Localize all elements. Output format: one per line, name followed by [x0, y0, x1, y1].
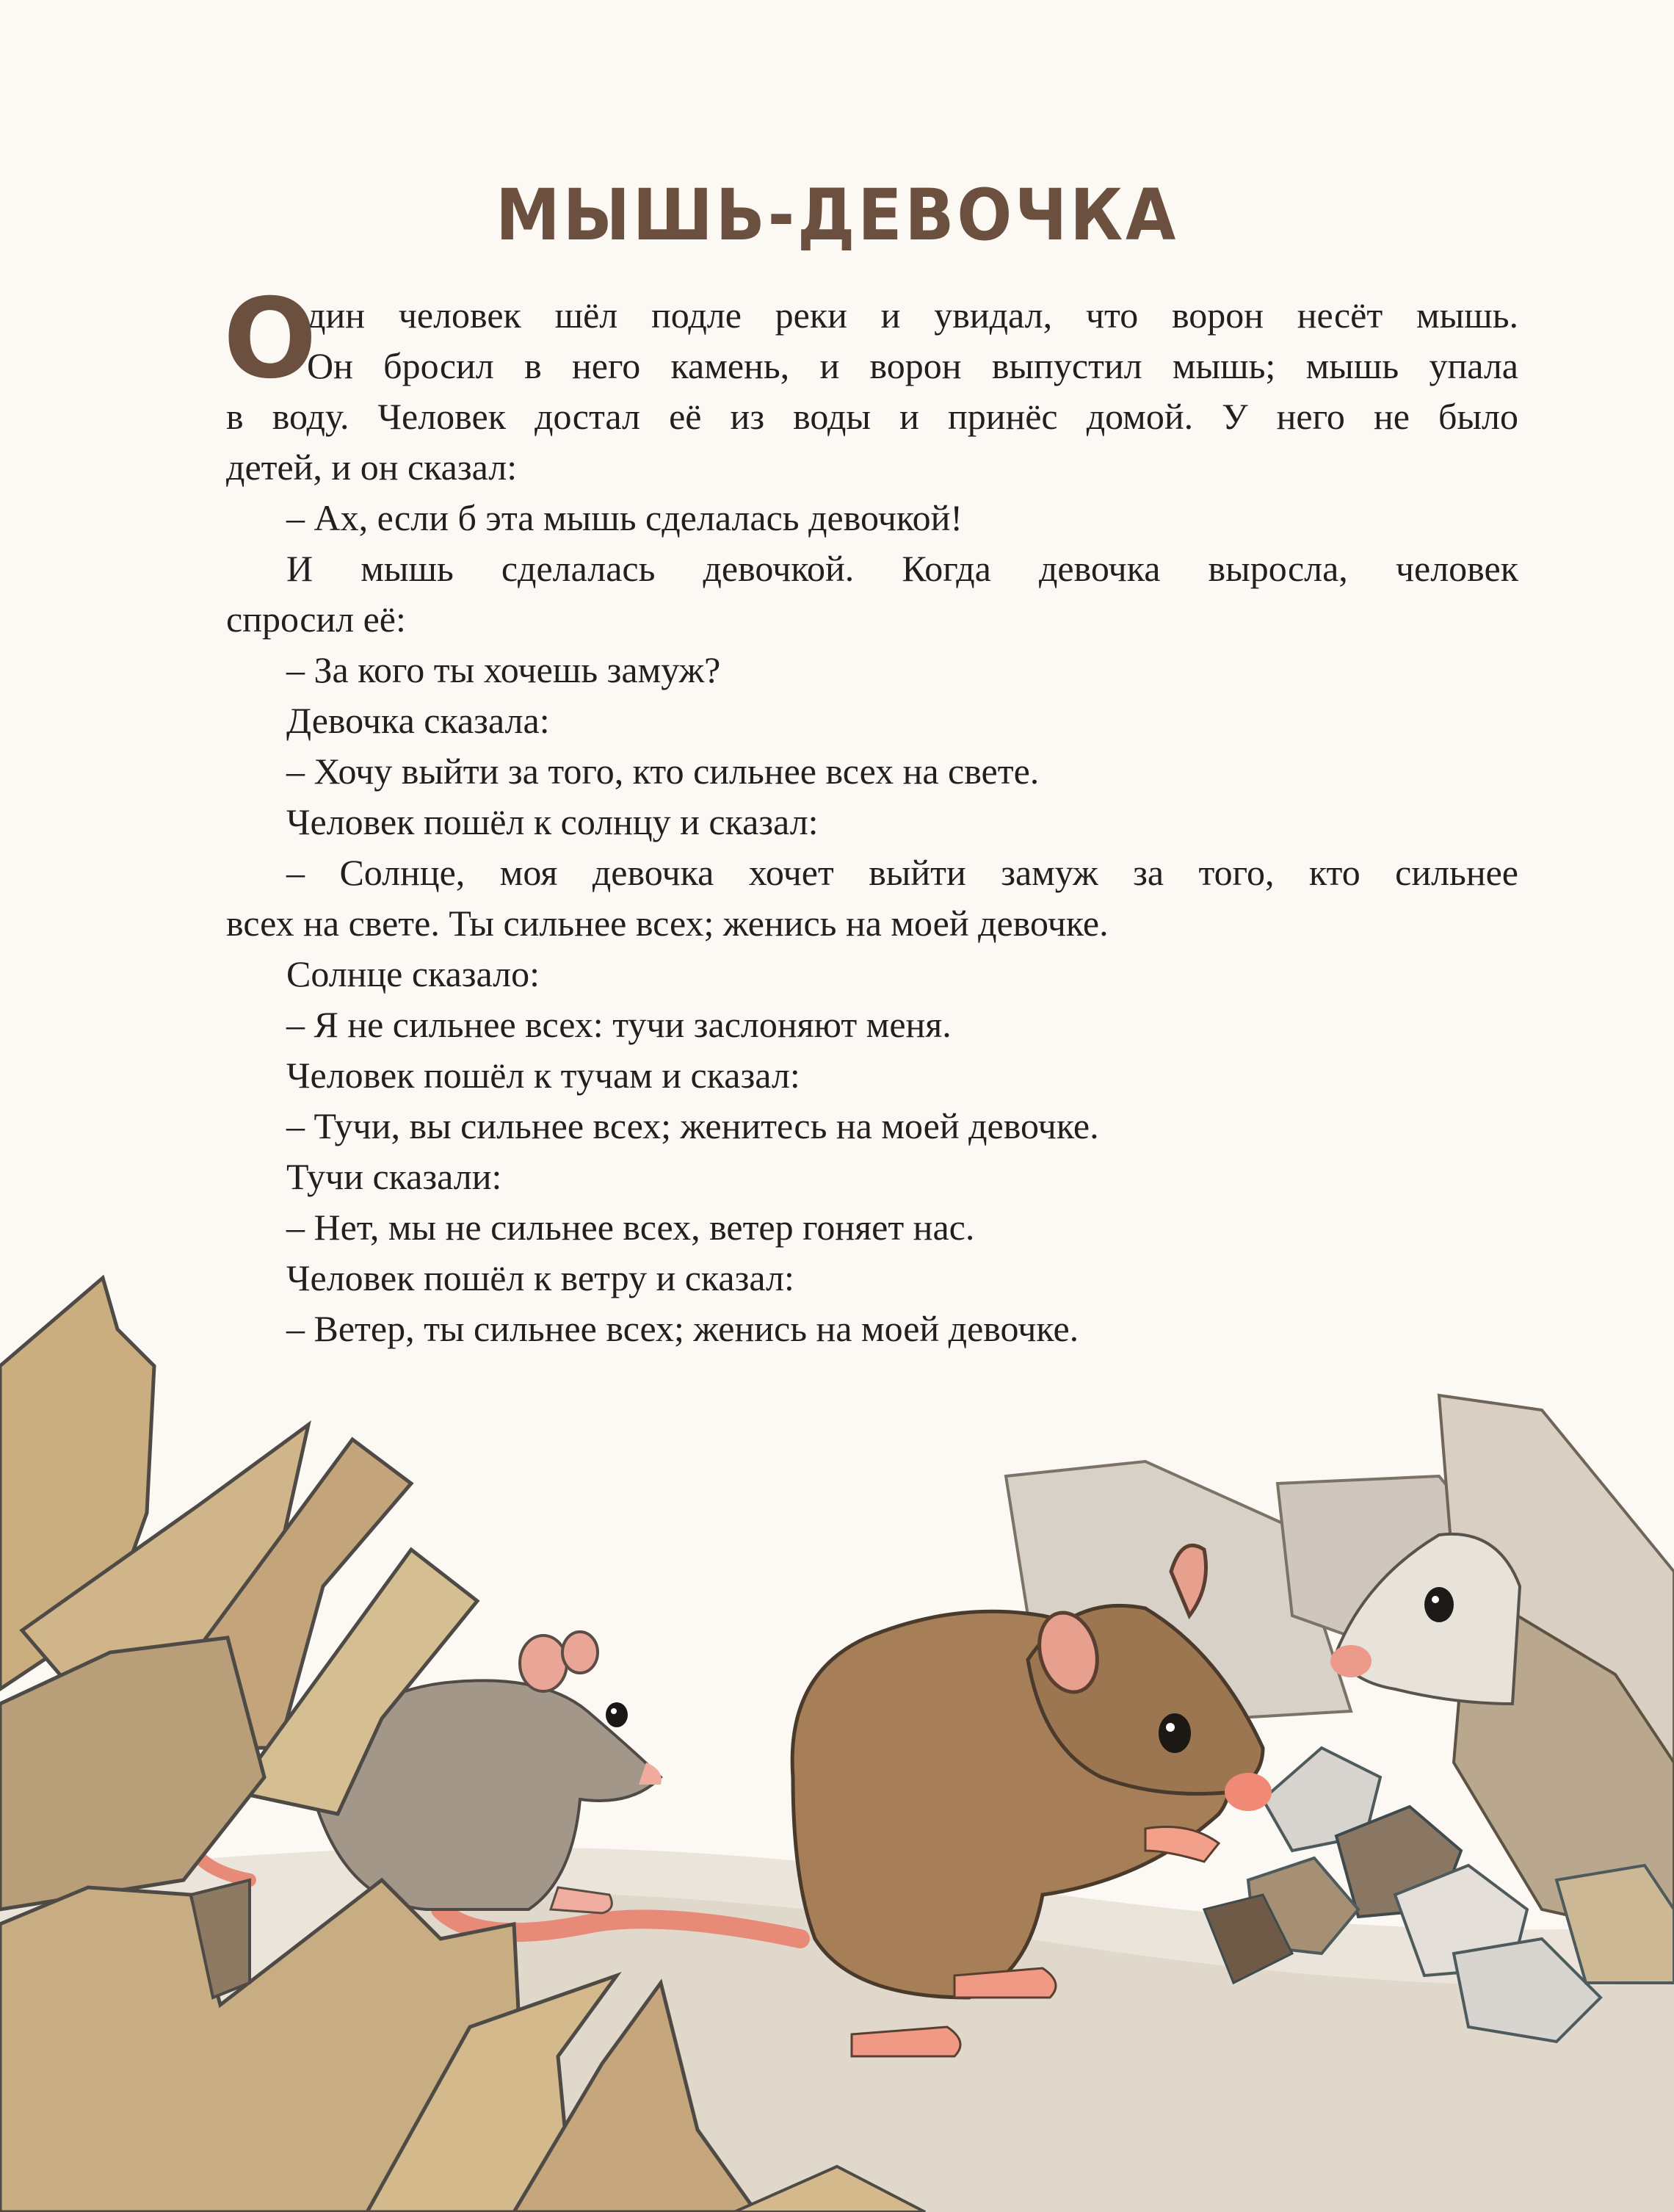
text-line: спросил её: — [226, 599, 406, 640]
dialogue-line: – Ветер, ты сильнее всех; женись на моей девочке. — [286, 1308, 1079, 1349]
text-line: детей, и он сказал: — [226, 447, 518, 488]
dialogue-line: – Солнце, моя девочка хочет выйти замуж за того, кто сильнее — [286, 852, 1518, 893]
text-line: Солнце сказало: — [286, 953, 540, 994]
dialogue-line: – Я не сильнее всех: тучи заслоняют меня. — [286, 1004, 952, 1045]
story-title: МЫШЬ-ДЕВОЧКА — [496, 174, 1178, 256]
text-line: в воду. Человек достал её из воды и принёс домой. У него не было — [226, 396, 1518, 437]
dialogue-line: – Нет, мы не сильнее всех, ветер гоняет нас. — [286, 1207, 975, 1248]
text-line: Девочка сказала: — [286, 700, 550, 741]
dialogue-line: – За кого ты хочешь замуж? — [286, 649, 721, 690]
story-body — [223, 275, 1518, 1354]
text-line: дин человек шёл подле реки и увидал, что ворон несёт мышь. — [307, 294, 1518, 336]
text-line: И мышь сделалась девочкой. Когда девочка выросла, человек — [286, 548, 1518, 589]
dialogue-line: – Хочу выйти за того, кто сильнее всех на свете. — [286, 751, 1040, 792]
text-line: Человек пошёл к ветру и сказал: — [286, 1257, 794, 1298]
text-line: всех на свете. Ты сильнее всех; женись на моей девочке. — [226, 903, 1109, 944]
mice-illustration — [0, 1248, 1674, 2212]
dialogue-line: – Тучи, вы сильнее всех; женитесь на моей девочке. — [286, 1105, 1099, 1146]
drop-cap: О — [223, 275, 317, 403]
dialogue-line: – Ах, если б эта мышь сделалась девочкой! — [286, 497, 963, 538]
text-line: Человек пошёл к солнцу и сказал: — [286, 801, 819, 842]
text-line: Человек пошёл к тучам и сказал: — [286, 1055, 800, 1096]
text-line: Тучи сказали: — [286, 1156, 502, 1197]
text-line: Он бросил в него камень, и ворон выпустил мышь; мышь упала — [307, 345, 1518, 386]
first-paragraph — [223, 275, 1518, 403]
